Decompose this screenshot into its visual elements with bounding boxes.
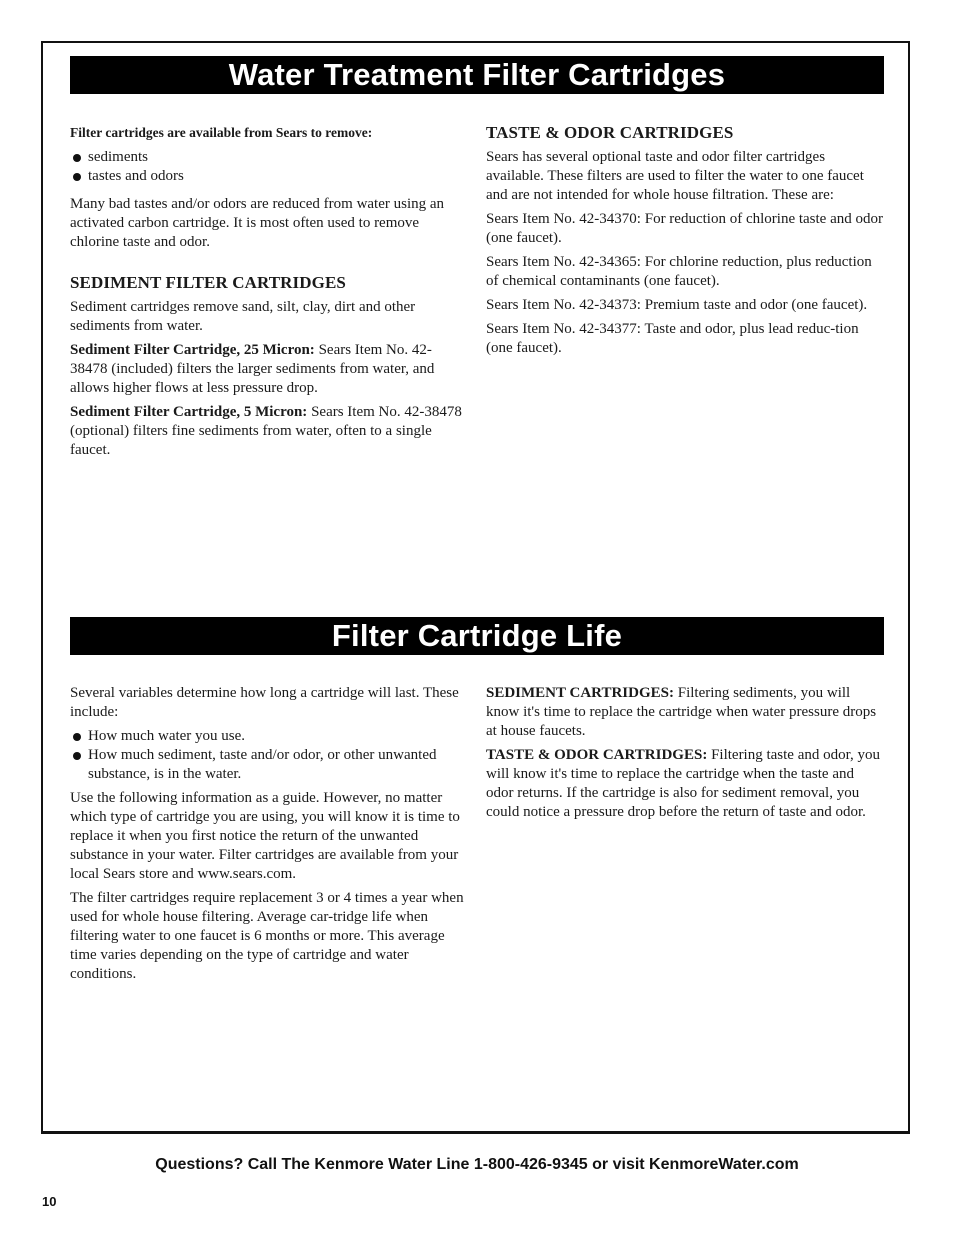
list-item: How much sediment, taste and/or odor, or other unwanted substance, is in the water.: [70, 746, 470, 784]
section-title-water-treatment: Water Treatment Filter Cartridges: [70, 56, 884, 94]
carbon-paragraph: Many bad tastes and/or odors are reduced from water using an activated carbon cartridge. It is most often used to remove chlorine taste and odor.: [70, 196, 445, 250]
bullet-icon: [73, 173, 81, 181]
sediment-5-micron: Sediment Filter Cartridge, 5 Micron: Sears Item No. 42-38478 (optional) filters fine sediments from water, often to a single faucet.: [70, 404, 462, 458]
variables-list: [70, 727, 470, 784]
taste-odor-heading: TASTE & ODOR CARTRIDGES: [486, 123, 734, 142]
sediment-cartridges-paragraph: SEDIMENT CARTRIDGES: Filtering sediments, you will know it's time to replace the cartridge when water pressure drops at house faucets.: [486, 685, 877, 739]
taste-odor-intro: Sears has several optional taste and odor filter cartridges available. These filters are used to filter the water to one faucet and are not intended for whole house filtration. These are:: [486, 149, 864, 203]
taste-odor-item: Sears Item No. 42-34365: For chlorine reduction, plus reduction of chemical contaminants (one faucet).: [486, 254, 872, 289]
variables-intro: Several variables determine how long a cartridge will last. These include:: [70, 685, 459, 720]
remove-list: [70, 148, 462, 186]
taste-odor-item: Sears Item No. 42-34377: Taste and odor, plus lead reduc-tion (one faucet).: [486, 321, 859, 356]
bullet-icon: [73, 752, 81, 760]
sediment-heading: SEDIMENT FILTER CARTRIDGES: [70, 273, 346, 292]
page-number: 10: [42, 1194, 57, 1209]
list-item: sediments: [70, 148, 462, 167]
taste-odor-item: Sears Item No. 42-34370: For reduction of chlorine taste and odor (one faucet).: [486, 211, 883, 246]
guide-paragraph: Use the following information as a guide. However, no matter which type of cartridge you are using, you will know it is time to replace it when you first notice the return of the unwanted substance in your water. Filter cartridges are available from your local Sears store and www.sears.com.: [70, 790, 460, 882]
section2-left-column: [70, 684, 470, 989]
replacement-paragraph: The filter cartridges require replacement 3 or 4 times a year when used for whole house filtering. Average car-tridge life when filtering water to one faucet is 6 months or more. This average time varies depending on the type of cartridge and water conditions.: [70, 890, 464, 982]
taste-odor-item: Sears Item No. 42-34373: Premium taste and odor (one faucet).: [486, 297, 868, 313]
section1-right-column: [486, 123, 884, 363]
bullet-icon: [73, 733, 81, 741]
taste-odor-cartridges-paragraph: TASTE & ODOR CARTRIDGES: Filtering taste and odor, you will know it's time to replace the cartridge when the taste and odor returns. If the cartridge is also for sediment removal, you could notice a pressure drop before the return of taste and odor.: [486, 747, 881, 820]
list-item: How much water you use.: [70, 727, 470, 746]
footer-contact: Questions? Call The Kenmore Water Line 1-800-426-9345 or visit KenmoreWater.com: [155, 1156, 799, 1173]
section1-left-column: [70, 123, 462, 465]
sediment-paragraph: Sediment cartridges remove sand, silt, clay, dirt and other sediments from water.: [70, 299, 416, 334]
bullet-icon: [73, 154, 81, 162]
list-item: tastes and odors: [70, 167, 462, 186]
section-title-cartridge-life: Filter Cartridge Life: [70, 617, 884, 655]
sediment-25-micron: Sediment Filter Cartridge, 25 Micron: Sears Item No. 42-38478 (included) filters the larger sediments from water, and allows higher flows at less pressure drop.: [70, 342, 435, 396]
intro-text: Filter cartridges are available from Sears to remove:: [70, 125, 373, 140]
section2-right-column: [486, 684, 884, 827]
